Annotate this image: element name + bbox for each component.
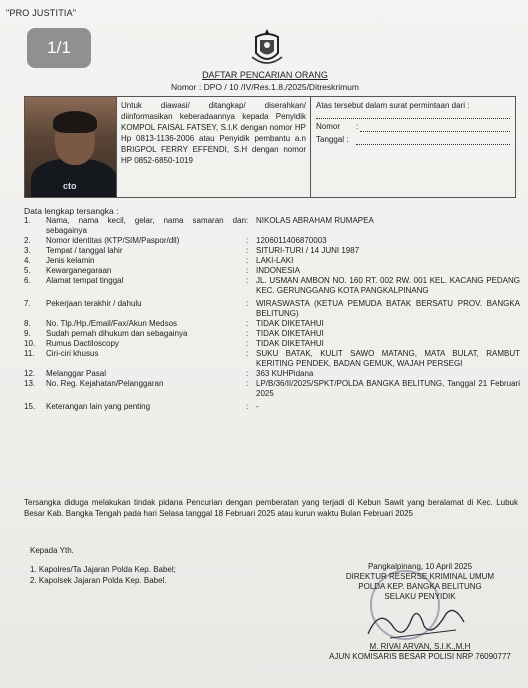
signer-name-block bbox=[320, 642, 520, 662]
instruction-text: Untuk diawasi/ ditangkap/ diserahkan/ diinformasikan keberadaannya kepada Penyidik KOMPOL FAISAL FATSEY, S.I.K dengan nomor HP Hp 0813-1136-2006 atau Penyidik pembantu a.n BRIGPOL FERRY EFFENDI, S.H dengan nomor HP 0852-6850-1019 bbox=[117, 97, 311, 197]
field-colon: : bbox=[246, 349, 249, 358]
field-value: WIRASWASTA (KETUA PEMUDA BATAK BERSATU PROV. BANGKA BELITUNG) bbox=[256, 299, 520, 318]
field-colon: : bbox=[246, 402, 249, 411]
field-colon: : bbox=[246, 246, 249, 255]
field-row bbox=[24, 339, 520, 349]
field-row bbox=[24, 216, 520, 236]
field-colon: : bbox=[246, 236, 249, 245]
field-label: Pekerjaan terakhir / dahulu bbox=[46, 299, 142, 308]
field-colon: : bbox=[246, 369, 249, 378]
document-title: DAFTAR PENCARIAN ORANG bbox=[202, 70, 328, 80]
field-value: INDONESIA bbox=[256, 266, 301, 275]
section-title: Data lengkap tersangka : bbox=[24, 206, 119, 216]
field-number: 2. bbox=[24, 236, 31, 245]
notice-box bbox=[24, 96, 516, 198]
field-value: 1206011406870003 bbox=[256, 236, 327, 245]
signer-title-3: SELAKU PENYIDIK bbox=[384, 592, 456, 601]
pro-justitia-label: "PRO JUSTITIA" bbox=[6, 8, 77, 18]
field-row bbox=[24, 266, 520, 276]
field-colon: : bbox=[246, 299, 249, 308]
addressee-label: Kepada Yth. bbox=[30, 546, 74, 555]
field-row bbox=[24, 319, 520, 329]
field-label: No. Reg. Kejahatan/Pelanggaran bbox=[46, 379, 164, 388]
field-row bbox=[24, 246, 520, 256]
field-label: Tempat / tanggal lahir bbox=[46, 246, 123, 255]
field-row bbox=[24, 276, 520, 296]
field-value: JL. USMAN AMBON NO. 160 RT. 002 RW. 001 KEL. KACANG PEDANG KEC. GERUNGGANG KOTA PANGKALPINANG bbox=[256, 276, 520, 295]
field-number: 8. bbox=[24, 319, 31, 328]
field-row bbox=[24, 256, 520, 266]
field-row bbox=[24, 369, 520, 379]
field-row bbox=[24, 299, 520, 319]
request-text: Atas tersebut dalam surat permintaan dari : bbox=[316, 101, 470, 110]
field-number: 6. bbox=[24, 276, 31, 285]
field-value: TIDAK DIKETAHUI bbox=[256, 329, 324, 338]
field-value: 363 KUHPidana bbox=[256, 369, 314, 378]
case-summary: Tersangka diduga melakukan tindak pidana Pencurian dengan pemberatan yang terjadi di Kebun Sawit yang beralamat di Kec. Lubuk Besar Kab. Bangka Tengah pada hari Selasa tanggal 18 Februari 2025 atau kurun waktu Bulan Februari 2025 bbox=[24, 498, 518, 518]
field-number: 15. bbox=[24, 402, 36, 411]
signer-title-2: POLDA KEP. BANGKA BELITUNG bbox=[358, 582, 482, 591]
field-label: Jenis kelamin bbox=[46, 256, 95, 265]
suspect-photo: cto bbox=[25, 97, 117, 197]
signer-name: M. RIVAI ARVAN, S.I.K.,M.H bbox=[369, 642, 471, 651]
field-label: Ciri-ciri khusus bbox=[46, 349, 99, 358]
field-label: Rumus Dactiloscopy bbox=[46, 339, 119, 348]
field-value: - bbox=[256, 402, 259, 411]
field-colon: : bbox=[246, 339, 249, 348]
field-number: 1. bbox=[24, 216, 31, 225]
signer-rank: AJUN KOMISARIS BESAR POLISI NRP 76090777 bbox=[329, 652, 511, 661]
field-colon: : bbox=[246, 216, 249, 225]
field-label: Melanggar Pasal bbox=[46, 369, 107, 378]
tanggal-label: Tanggal : bbox=[316, 135, 349, 144]
field-number: 9. bbox=[24, 329, 31, 338]
place-date: Pangkalpinang, 10 April 2025 bbox=[367, 562, 473, 571]
recipient-list bbox=[30, 564, 176, 586]
document-number: Nomor : DPO / 10 /IV/Res.1.8./2025/Ditreskrimum bbox=[170, 82, 359, 92]
field-label: Kewarganegaraan bbox=[46, 266, 112, 275]
field-colon: : bbox=[246, 329, 249, 338]
nomor-label: Nomor bbox=[316, 122, 341, 131]
field-value: TIDAK DIKETAHUI bbox=[256, 339, 324, 348]
request-panel: Atas tersebut dalam surat permintaan dari : Nomor : Tanggal : bbox=[311, 97, 515, 197]
signer-title-1: DIREKTUR RESERSE KRIMINAL UMUM bbox=[345, 572, 495, 581]
field-value: TIDAK DIKETAHUI bbox=[256, 319, 324, 328]
recipient-item: 1. Kapolres/Ta Jajaran Polda Kep. Babel; bbox=[30, 565, 176, 574]
field-number: 5. bbox=[24, 266, 31, 275]
field-colon: : bbox=[246, 256, 249, 265]
field-row bbox=[24, 349, 520, 369]
field-value: LAKI-LAKI bbox=[256, 256, 294, 265]
field-row bbox=[24, 236, 520, 246]
field-label: Keterangan lain yang penting bbox=[46, 402, 151, 411]
recipient-item: 2. Kapolsek Jajaran Polda Kep. Babel. bbox=[30, 576, 167, 585]
field-number: 4. bbox=[24, 256, 31, 265]
field-value: NIKOLAS ABRAHAM RUMAPEA bbox=[256, 216, 374, 225]
field-label: Nomor identitas (KTP/SIM/Paspor/dll) bbox=[46, 236, 180, 245]
field-row bbox=[24, 379, 520, 399]
field-number: 10. bbox=[24, 339, 36, 348]
field-label: Nama, nama kecil, gelar, nama samaran dan sebagainya bbox=[46, 216, 246, 235]
field-number: 7. bbox=[24, 299, 31, 308]
field-number: 12. bbox=[24, 369, 36, 378]
suspect-data-table bbox=[24, 216, 520, 412]
field-row bbox=[24, 329, 520, 339]
field-value: SITURI-TURI / 14 JUNI 1987 bbox=[256, 246, 360, 255]
page-indicator-badge[interactable]: 1/1 bbox=[27, 28, 91, 68]
field-colon: : bbox=[246, 379, 249, 388]
field-colon: : bbox=[246, 276, 249, 285]
handwritten-signature bbox=[360, 600, 480, 644]
field-colon: : bbox=[246, 266, 249, 275]
field-value: LP/B/36/II/2025/SPKT/POLDA BANGKA BELITUNG, Tanggal 21 Februari 2025 bbox=[256, 379, 520, 398]
field-label: Sudah pernah dihukum dan sebagainya bbox=[46, 329, 188, 338]
field-number: 11. bbox=[24, 349, 35, 358]
police-emblem-icon bbox=[248, 27, 286, 67]
field-colon: : bbox=[246, 319, 249, 328]
field-number: 13. bbox=[24, 379, 36, 388]
field-label: Alamat tempat tinggal bbox=[46, 276, 124, 285]
signature-block bbox=[320, 562, 520, 602]
field-value: SUKU BATAK, KULIT SAWO MATANG, MATA BULAT, RAMBUT KERITING PENDEK, BADAN GEMUK, WAJAH PERSEGI bbox=[256, 349, 520, 368]
field-number: 3. bbox=[24, 246, 31, 255]
field-row bbox=[24, 402, 520, 412]
field-label: No. Tlp./Hp./Email/Fax/Akun Medsos bbox=[46, 319, 178, 328]
